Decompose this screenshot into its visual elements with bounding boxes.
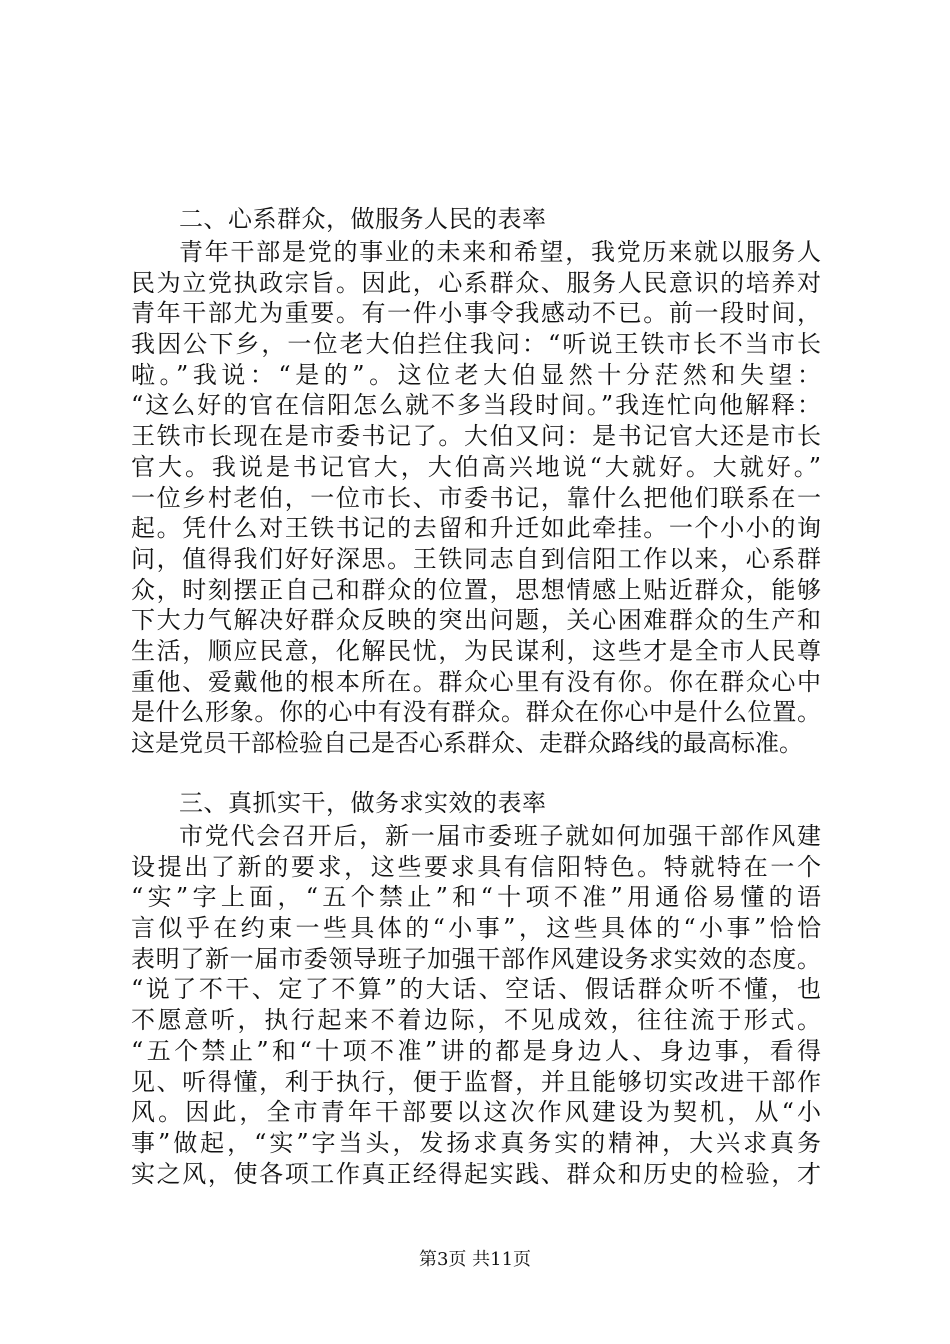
page-footer: 第3页 共11页 — [418, 1249, 532, 1270]
section-body — [131, 237, 831, 759]
text-line: 言似乎在约束一些具体的“小事”，这些具体的“小事”恰恰 — [131, 914, 821, 943]
text-line: 是什么形象。你的心中有没有群众。群众在你心中是什么位置。 — [131, 698, 821, 727]
text-line: 青年干部尤为重要。有一件小事令我感动不已。前一段时间， — [131, 299, 821, 328]
text-line: 下大力气解决好群众反映的突出问题，关心困难群众的生产和 — [131, 606, 821, 635]
text-line: 我因公下乡，一位老大伯拦住我问：“听说王铁市长不当市长 — [131, 330, 821, 359]
text-line: 设提出了新的要求，这些要求具有信阳特色。特就特在一个 — [131, 852, 821, 881]
text-line: 实之风，使各项工作真正经得起实践、群众和历史的检验，才 — [131, 1159, 821, 1188]
text-line: 风。因此，全市青年干部要以这次作风建设为契机，从“小 — [131, 1098, 821, 1127]
text-line: “实”字上面，“五个禁止”和“十项不准”用通俗易懂的语 — [131, 883, 821, 912]
text-line: 重他、爱戴他的根本所在。群众心里有没有你。你在群众心中 — [131, 667, 821, 696]
section-2 — [131, 202, 831, 759]
section-body — [131, 821, 831, 1189]
text-line: 见、听得懂，利于执行，便于监督，并且能够切实改进干部作 — [131, 1067, 821, 1096]
section-heading: 三、真抓实干，做务求实效的表率 — [179, 789, 547, 817]
text-line: 民为立党执政宗旨。因此，心系群众、服务人民意识的培养对 — [131, 268, 821, 297]
text-line: 一位乡村老伯，一位市长、市委书记，靠什么把他们联系在一 — [131, 483, 821, 512]
text-line: “说了不干、定了不算”的大话、空话、假话群众听不懂，也 — [131, 975, 821, 1004]
text-line: 事”做起，“实”字当头，发扬求真务实的精神，大兴求真务 — [131, 1128, 821, 1157]
text-line: 众，时刻摆正自己和群众的位置，思想情感上贴近群众，能够 — [131, 575, 821, 604]
section-3 — [131, 786, 831, 1189]
text-line: 表明了新一届市委领导班子加强干部作风建设务求实效的态度。 — [131, 944, 821, 973]
text-line: 不愿意听，执行起来不着边际，不见成效，往往流于形式。 — [131, 1006, 821, 1035]
text-line: 问，值得我们好好深思。王铁同志自到信阳工作以来，心系群 — [131, 544, 821, 573]
text-line: 青年干部是党的事业的未来和希望，我党历来就以服务人 — [179, 238, 821, 266]
text-line: “五个禁止”和“十项不准”讲的都是身边人、身边事，看得 — [131, 1036, 821, 1065]
text-line: 市党代会召开后，新一届市委班子就如何加强干部作风建 — [179, 822, 821, 850]
text-line: “这么好的官在信阳怎么就不多当段时间。”我连忙向他解释： — [131, 391, 821, 420]
text-line: 官大。我说是书记官大，大伯高兴地说“大就好。大就好。” — [131, 452, 821, 481]
text-line: 啦。”我说：“是的”。这位老大伯显然十分茫然和失望： — [131, 360, 821, 389]
text-line: 起。凭什么对王铁书记的去留和升迁如此牵挂。一个小小的询 — [131, 514, 821, 543]
text-line: 这是党员干部检验自己是否心系群众、走群众路线的最高标准。 — [131, 729, 803, 757]
text-line: 生活，顺应民意，化解民忧，为民谋利，这些才是全市人民尊 — [131, 636, 821, 665]
text-line: 王铁市长现在是市委书记了。大伯又问：是书记官大还是市长 — [131, 422, 821, 451]
section-heading: 二、心系群众，做服务人民的表率 — [179, 205, 547, 233]
